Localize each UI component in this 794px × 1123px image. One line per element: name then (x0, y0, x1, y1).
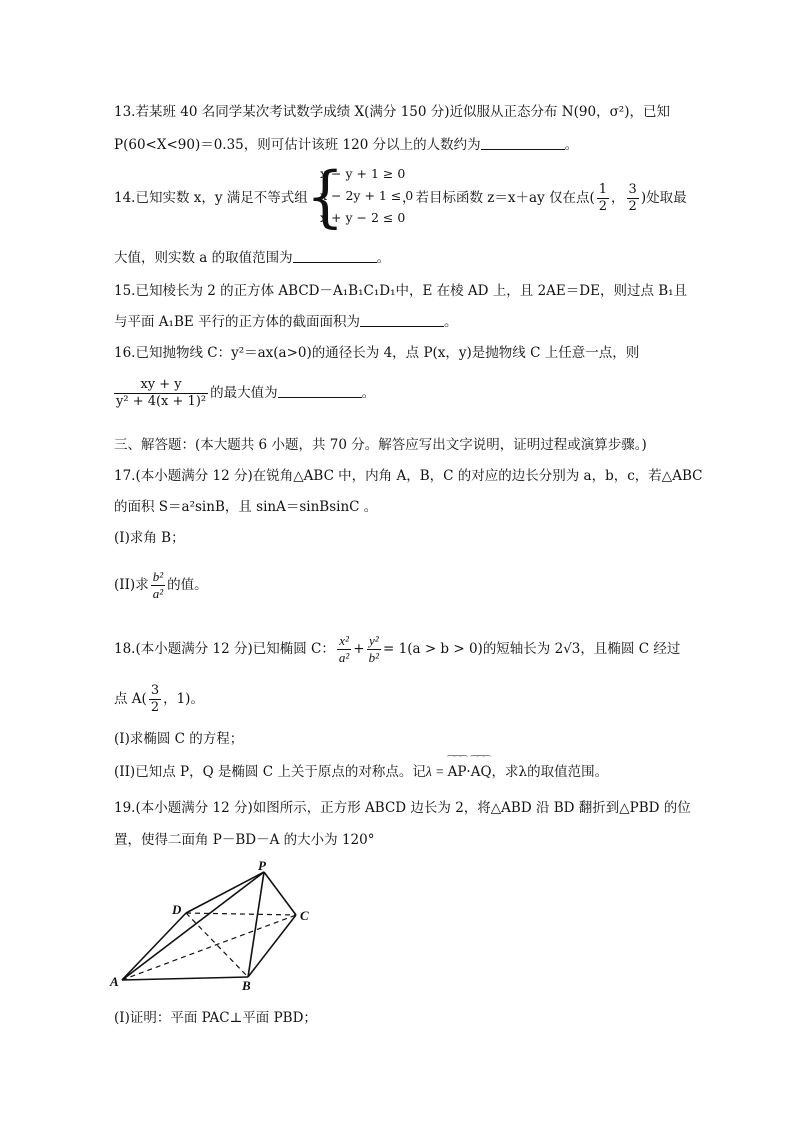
part2-lead: (II)求 (114, 577, 149, 593)
q13-line2 (114, 135, 578, 155)
pyramid-figure (108, 860, 328, 990)
frac-num: 3 (628, 182, 637, 197)
frac-den: b² (368, 650, 380, 665)
q19-part1: (I)证明：平面 PAC⊥平面 PBD； (114, 1010, 317, 1026)
point-tail: ，1)。 (163, 691, 204, 707)
frac-den: 2 (628, 199, 637, 214)
edge-pc (264, 872, 296, 915)
comma: ， (611, 190, 625, 206)
frac-num: b² (152, 569, 164, 584)
q16-fraction (114, 377, 208, 410)
answer-blank (481, 136, 565, 150)
q16-line2 (114, 374, 375, 412)
inequality-1: x − y + 1 ≥ 0 (320, 166, 406, 181)
q13-end: 。 (564, 137, 579, 153)
point-lead: 点 A( (114, 691, 147, 707)
fraction-three-halves (149, 683, 161, 716)
lambda-eq: λ = (425, 764, 448, 779)
q14-continuation (402, 180, 687, 216)
q14-text2: 大值，则实数 a 的取值范围为 (114, 250, 293, 266)
answer-blank (360, 313, 444, 327)
q18-part1: (I)求椭圆 C 的方程； (114, 731, 244, 747)
q16-line1: 16.已知抛物线 C：y²＝ax(a>0)的通径长为 4，点 P(x，y)是抛物线 C 上任意一点，则 (114, 345, 640, 361)
plus-sign: + (353, 641, 365, 657)
q13-line1: 13.若某班 40 名同学某次考试数学成绩 X(满分 150 分)近似服从正态分布 N(90，σ²)，已知 (114, 104, 670, 120)
label-b: B (242, 978, 251, 990)
q15-text2: 与平面 A₁BE 平行的正方体的截面面积为 (114, 314, 361, 330)
edge-ad (122, 913, 186, 980)
answer-blank (278, 384, 362, 398)
q19-line1: 19.(本小题满分 12 分)如图所示，正方形 ABCD 边长为 2，将△ABD 沿 BD 翻折到△PBD 的位 (114, 800, 691, 816)
vector-aq: ⁀⁀⁀ AQ (471, 762, 492, 782)
q17-line2: 的面积 S＝a²sinB，且 sinA＝sinBsinC 。 (114, 499, 378, 515)
q18-tail: ，且椭圆 C 经过 (580, 641, 681, 657)
q13-text: P(60<X<90)＝0.35，则可估计该班 120 分以上的人数约为 (114, 137, 481, 153)
q15-line1: 15.已知棱长为 2 的正方体 ABCD－A₁B₁C₁D₁中，E 在棱 AD 上，且 2AE＝DE，则过点 B₁且 (114, 283, 688, 299)
eq-tail: = 1(a > b > 0) (383, 641, 483, 657)
q17-part2 (114, 566, 208, 604)
q15-line2 (114, 312, 458, 332)
q17-part1: (I)求角 B； (114, 530, 185, 546)
q18-lead: 18.(本小题满分 12 分)已知椭圆 C： (114, 641, 335, 657)
frac-num: 3 (150, 683, 160, 698)
q15-end: 。 (444, 314, 458, 330)
label-d: D (172, 902, 182, 917)
fraction-half (597, 182, 609, 215)
frac-den: a² (152, 586, 164, 601)
section-heading: 三、解答题：(本大题共 6 小题，共 70 分。解答应写出文字说明，证明过程或演算步骤。) (114, 437, 647, 453)
q16-end: 。 (361, 385, 376, 401)
edge-dc-dashed (186, 913, 296, 915)
inequality-system (306, 158, 414, 236)
part2-tail: ，求λ的取值范围。 (491, 764, 609, 780)
edge-pb (248, 872, 264, 977)
q14-lead: 14.已知实数 x，y 满足不等式组 (114, 190, 308, 206)
label-p: P (258, 860, 266, 873)
fraction-y2-b2 (367, 633, 381, 666)
frac-num: xy + y (114, 377, 208, 394)
label-a: A (110, 974, 119, 989)
q18-part2 (114, 762, 608, 782)
fraction-three-halves (627, 182, 639, 215)
part2-lead: (II)已知点 P，Q 是椭圆 C 上关于原点的对称点。记 (114, 764, 426, 780)
frac-den: y² + 4(x + 1)² (116, 394, 207, 409)
dot-product: · (466, 764, 471, 780)
inequality-2: x − 2y + 1 ≤ 0 (320, 188, 414, 203)
q14-end: 。 (376, 250, 391, 266)
fraction-x2-a2 (337, 633, 351, 666)
q16-tail: 的最大值为 (210, 385, 278, 401)
frac-den: 2 (150, 700, 160, 715)
q14-line2 (114, 248, 390, 268)
sqrt-three: √3 (563, 641, 581, 657)
inequality-3: x + y − 2 ≤ 0 (320, 210, 406, 225)
label-c: C (300, 908, 309, 923)
frac-num: x² (337, 633, 351, 650)
q19-line2: 置，使得二面角 P－BD－A 的大小为 120° (114, 832, 375, 848)
answer-blank (293, 249, 377, 263)
q14-tail: )处取最 (640, 190, 687, 206)
left-brace: { (306, 158, 345, 236)
edge-dp (186, 872, 264, 913)
q14-mid: ，若目标函数 z＝x＋ay 仅在点( (402, 190, 595, 206)
frac-num: y² (367, 633, 381, 650)
edge-ap (122, 872, 264, 980)
q18-mid: 的短轴长为 2 (482, 641, 564, 657)
edge-ab (122, 977, 248, 980)
edge-bc (248, 915, 296, 977)
q17-line1: 17.(本小题满分 12 分)在锐角△ABC 中，内角 A，B，C 的对应的边长分别为 a，b，c，若△ABC (114, 468, 703, 484)
q18-line1 (114, 630, 680, 668)
fraction-b2-a2 (151, 569, 165, 602)
q18-line2 (114, 680, 204, 718)
frac-den: a² (338, 650, 350, 665)
vector-ap: ⁀⁀⁀ AP (448, 762, 467, 782)
part2-tail: 的值。 (167, 577, 208, 593)
frac-num: 1 (598, 182, 608, 197)
frac-den: 2 (598, 199, 608, 214)
